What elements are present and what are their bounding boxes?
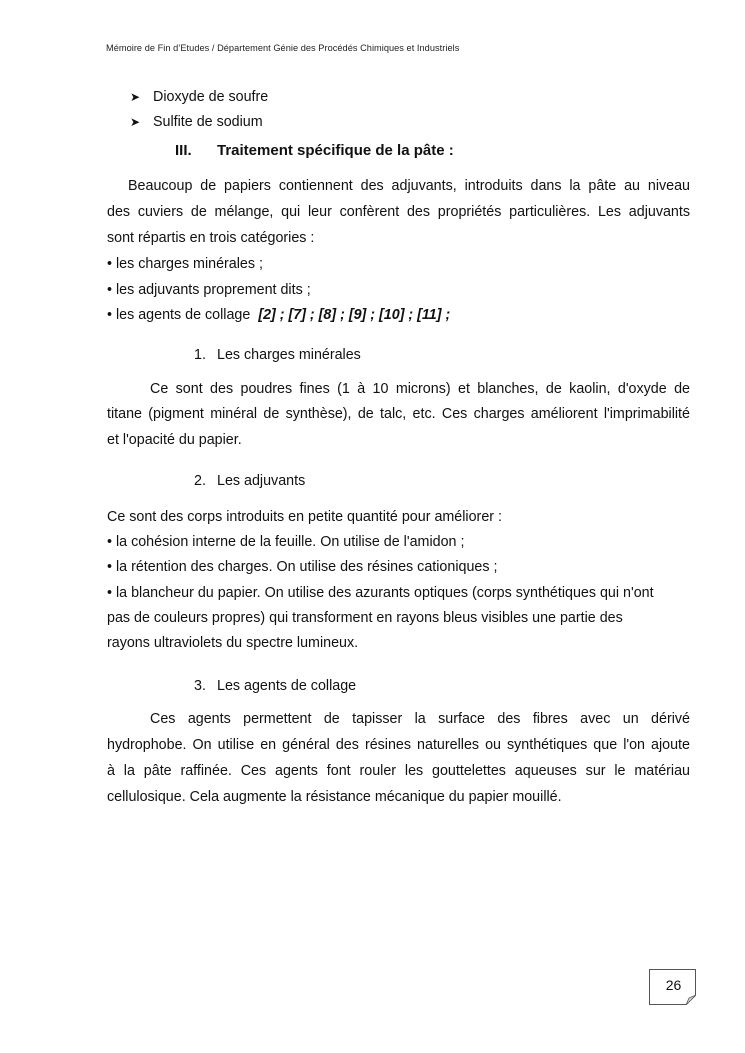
list-item: • la cohésion interne de la feuille. On utilise de l'amidon ;: [107, 534, 465, 550]
running-header: Mémoire de Fin d’Etudes / Département Génie des Procédés Chimiques et Industriels: [106, 43, 460, 53]
paragraph-line: à la pâte raffinée. Ces agents font rouler les gouttelettes aqueuses sur le matériau: [107, 763, 690, 779]
paragraph-line: pas de couleurs propres) qui transforment en rayons bleus visibles une partie des: [107, 610, 623, 626]
paragraph-line: rayons ultraviolets du spectre lumineux.: [107, 635, 359, 651]
list-item: [107, 307, 450, 323]
subsection-title: Les charges minérales: [217, 347, 361, 363]
subsection-number: 2.: [194, 473, 206, 489]
folded-corner-icon: [686, 995, 696, 1005]
arrow-bullet-icon: ➤: [130, 90, 141, 104]
paragraph-line: hydrophobe. On utilise en général des résines naturelles ou synthétiques que l'on ajoute: [107, 737, 690, 753]
list-item: • la rétention des charges. On utilise des résines cationiques ;: [107, 559, 498, 575]
paragraph-line: cellulosique. Cela augmente la résistance mécanique du papier mouillé.: [107, 789, 562, 805]
paragraph-line: Ce sont des poudres fines (1 à 10 microns) et blanches, de kaolin, d'oxyde de: [150, 381, 690, 397]
paragraph-line: des cuviers de mélange, qui leur confèrent des propriétés particulières. Les adjuvants: [107, 204, 690, 220]
arrow-bullet-icon: ➤: [130, 115, 141, 129]
section-title: Traitement spécifique de la pâte :: [217, 142, 454, 159]
paragraph-line: sont répartis en trois catégories :: [107, 230, 315, 246]
paragraph-line: Ce sont des corps introduits en petite quantité pour améliorer :: [107, 509, 502, 525]
page-number-box: [649, 969, 696, 1005]
references: [2] ; [7] ; [8] ; [9] ; [10] ; [11] ;: [258, 307, 451, 323]
subsection-title: Les agents de collage: [217, 678, 357, 694]
list-item: • les adjuvants proprement dits ;: [107, 282, 311, 298]
bullet-item: Dioxyde de soufre: [153, 89, 269, 105]
section-number: III.: [175, 142, 192, 159]
page-number: 26: [665, 977, 682, 993]
paragraph-line: et l'opacité du papier.: [107, 432, 242, 448]
paragraph-line: titane (pigment minéral de synthèse), de talc, etc. Ces charges améliorent l'imprimabilité: [107, 406, 690, 422]
paragraph-line: Beaucoup de papiers contiennent des adjuvants, introduits dans la pâte au niveau: [128, 178, 690, 194]
subsection-number: 3.: [194, 678, 206, 694]
subsection-title: Les adjuvants: [217, 473, 306, 489]
list-item-text: • les agents de collage: [107, 307, 251, 323]
paragraph-line: Ces agents permettent de tapisser la surface des fibres avec un dérivé: [150, 711, 690, 727]
bullet-item: Sulfite de sodium: [153, 114, 263, 130]
subsection-number: 1.: [194, 347, 206, 363]
list-item: • la blancheur du papier. On utilise des azurants optiques (corps synthétiques qui n'ont: [107, 585, 654, 601]
list-item: • les charges minérales ;: [107, 256, 263, 272]
